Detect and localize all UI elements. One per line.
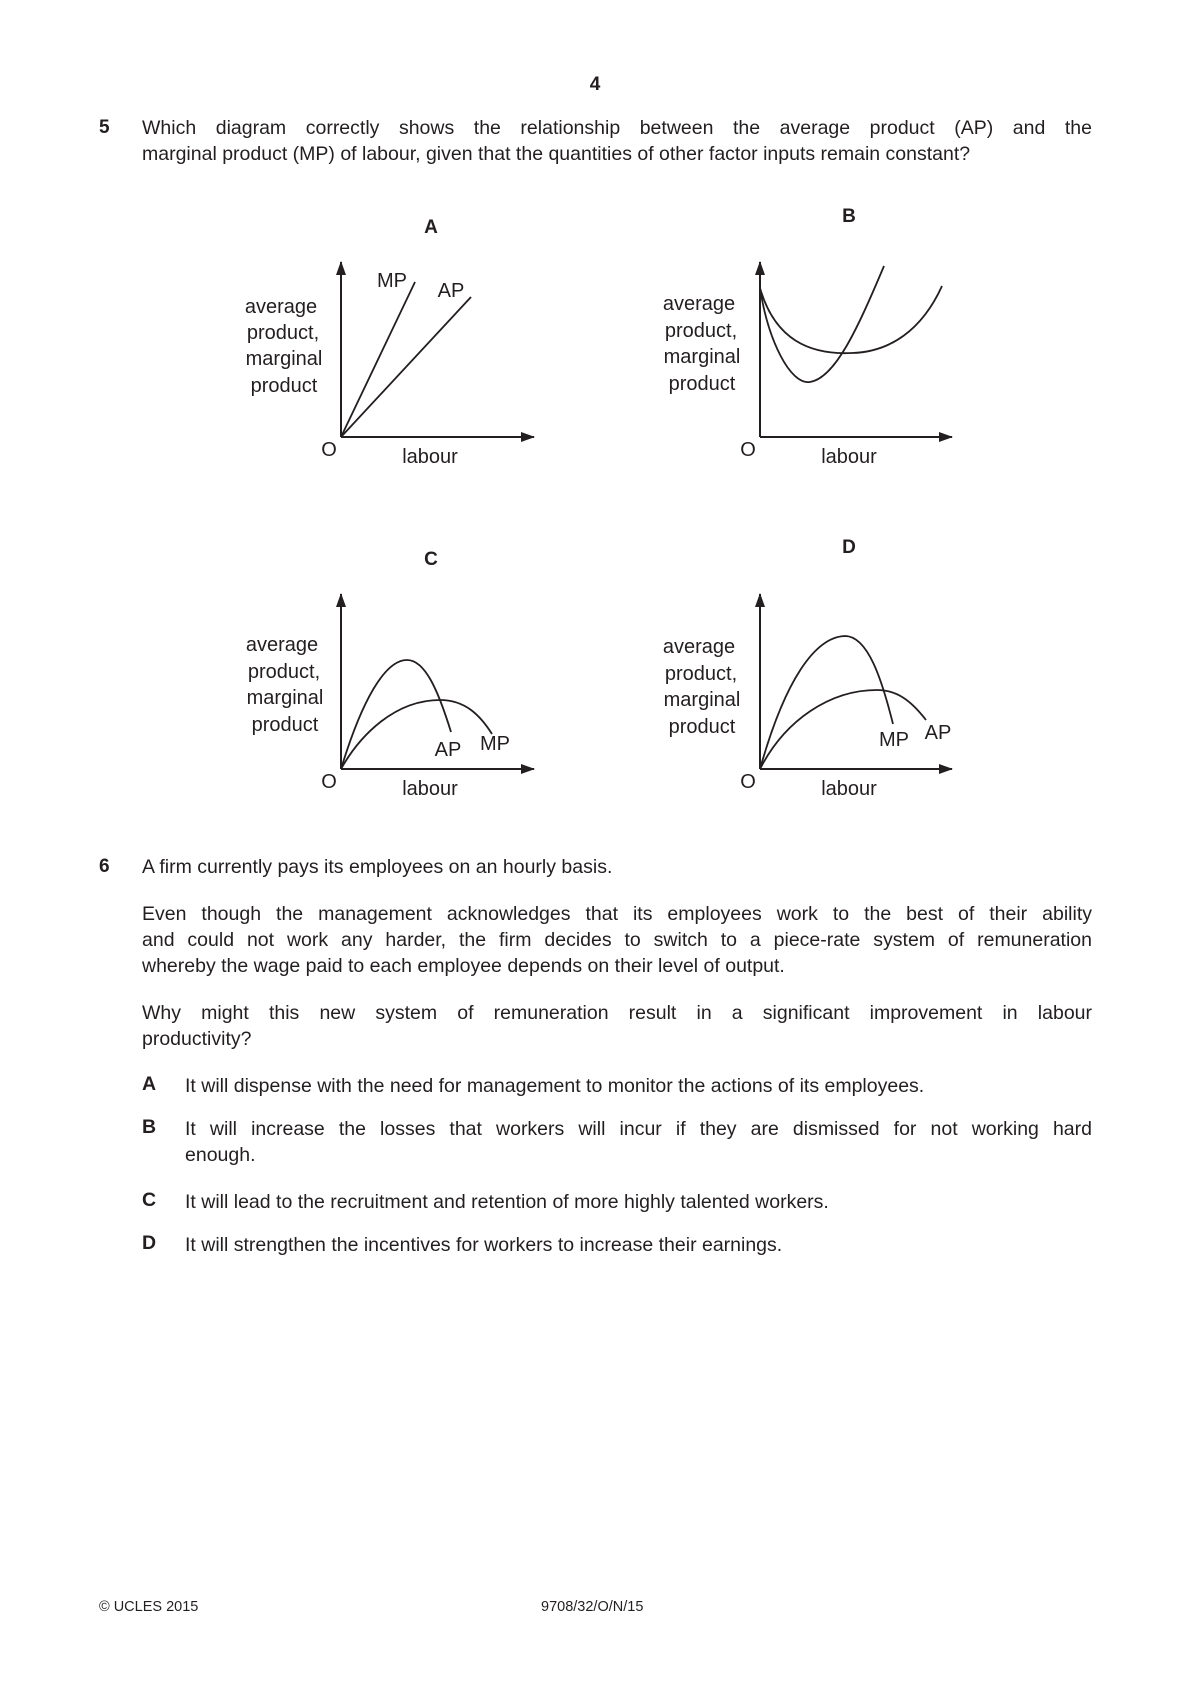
diagram-d-ylabel-1: average xyxy=(662,636,736,658)
diagram-a xyxy=(245,217,534,468)
question-5-number: 5 xyxy=(99,117,110,138)
question-5-text-line-1: Which diagram correctly shows the relationship between the average product (AP) and the xyxy=(142,117,1092,139)
diagram-d-title: D xyxy=(842,537,856,558)
diagram-d-ylabel-2: product, xyxy=(664,663,738,685)
diagram-a-ap-label: AP xyxy=(437,280,465,302)
diagram-c xyxy=(246,549,534,800)
diagram-b-origin: O xyxy=(740,439,756,461)
diagram-a-ylabel-1: average xyxy=(244,296,318,318)
diagram-c-ylabel-2: product, xyxy=(247,661,321,683)
diagram-c-origin: O xyxy=(321,771,337,793)
option-b-letter: B xyxy=(142,1116,157,1138)
question-6-number: 6 xyxy=(99,856,110,877)
option-c-text: It will lead to the recruitment and retention of more highly talented workers. xyxy=(185,1191,829,1213)
diagram-a-mp-label: MP xyxy=(377,270,407,292)
diagram-b-xlabel: labour xyxy=(821,446,877,468)
diagram-d-mp-label: MP xyxy=(879,729,909,751)
footer-paper-code: 9708/32/O/N/15 xyxy=(541,1599,644,1615)
question-5-text-line-2: marginal product (MP) of labour, given that the quantities of other factor inputs remain constant? xyxy=(142,143,971,165)
diagram-a-ylabel-2: product, xyxy=(246,322,320,344)
option-b-text-line-1: It will increase the losses that workers will incur if they are dismissed for not working hard xyxy=(185,1118,1092,1140)
option-d-letter: D xyxy=(142,1232,157,1254)
question-6-intro: A firm currently pays its employees on an hourly basis. xyxy=(142,856,613,878)
diagram-c-ylabel-3: marginal xyxy=(246,687,324,709)
question-5-diagrams xyxy=(0,0,1190,820)
diagram-d-xlabel: labour xyxy=(821,778,877,800)
diagram-d-ylabel-3: marginal xyxy=(663,689,741,711)
diagram-b-ap-curve xyxy=(760,286,942,353)
question-6-paragraph-line-2: and could not work any harder, the firm decides to switch to a piece-rate system of remuneration xyxy=(142,929,1092,951)
page-number: 4 xyxy=(589,74,601,95)
diagram-c-ap-label: AP xyxy=(434,739,462,761)
diagram-d-ap-label: AP xyxy=(924,722,952,744)
diagram-a-origin: O xyxy=(321,439,337,461)
diagram-b xyxy=(663,206,952,468)
option-c-letter: C xyxy=(142,1189,157,1211)
question-6-paragraph-line-1: Even though the management acknowledges that its employees work to the best of their ability xyxy=(142,903,1092,925)
option-b-text-line-2: enough. xyxy=(185,1144,256,1166)
diagram-a-ap-line xyxy=(341,297,471,437)
diagram-a-mp-line xyxy=(341,282,415,437)
option-a-text: It will dispense with the need for management to monitor the actions of its employees. xyxy=(185,1075,925,1097)
diagram-b-ylabel-4: product xyxy=(668,373,736,395)
diagram-a-ylabel-3: marginal xyxy=(245,348,323,370)
diagram-d-origin: O xyxy=(740,771,756,793)
question-6-paragraph-line-3: whereby the wage paid to each employee depends on their level of output. xyxy=(142,955,785,977)
question-6-question-line-1: Why might this new system of remuneration result in a significant improvement in labour xyxy=(142,1002,1092,1024)
diagram-c-mp-curve xyxy=(341,700,492,769)
diagram-b-ylabel-3: marginal xyxy=(663,346,741,368)
diagram-b-ylabel-2: product, xyxy=(664,320,738,342)
footer-copyright: © UCLES 2015 xyxy=(99,1599,199,1615)
diagram-c-ylabel-4: product xyxy=(251,714,319,736)
diagram-a-xlabel: labour xyxy=(402,446,458,468)
diagram-b-ylabel-1: average xyxy=(662,293,736,315)
diagram-d xyxy=(663,537,952,800)
diagram-a-title: A xyxy=(424,217,438,238)
diagram-a-ylabel-4: product xyxy=(250,375,318,397)
option-d-text: It will strengthen the incentives for workers to increase their earnings. xyxy=(185,1234,783,1256)
diagram-b-title: B xyxy=(842,206,856,227)
diagram-c-title: C xyxy=(424,549,438,570)
option-a-letter: A xyxy=(142,1073,157,1095)
diagram-d-ylabel-4: product xyxy=(668,716,736,738)
diagram-c-xlabel: labour xyxy=(402,778,458,800)
diagram-c-ylabel-1: average xyxy=(245,634,319,656)
diagram-c-mp-label: MP xyxy=(480,733,510,755)
question-6-question-line-2: productivity? xyxy=(142,1028,252,1050)
